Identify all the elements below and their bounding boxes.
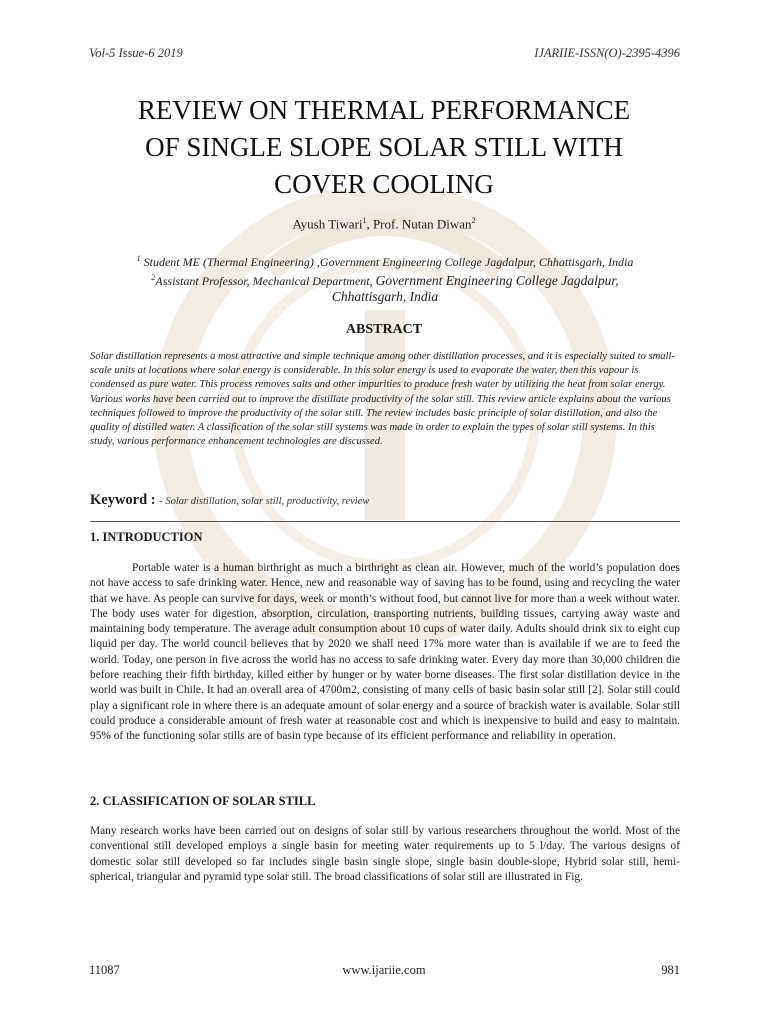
- affiliation-line: [90, 270, 680, 289]
- affiliation-text: Student ME (Thermal Engineering) ,Government Engineering College Jagdalpur, Chhattisgarh, India: [140, 255, 634, 269]
- abstract-text: Solar distillation represents a most attractive and simple technique among other distillation processes, and it is especially suited to small-scale units at locations where solar energy is considerable. In this solar energy is used to evaporate the water, then this vapour is condensed as pure water. This process removes salts and other impurities to produce fresh water by utilizing the heat from solar energy. Various works have been carried out to improve the distillate productivity of the solar still. This review article explains about the various techniques followed to improve the productivity of the solar still. The review includes basic principle of solar distillation, and also the quality of distilled water. A classification of the solar still systems was made in order to explain the types of solar still systems. In this study, various performance enhancement technologies are discussed.: [90, 351, 675, 448]
- footer-website: www.ijariie.com: [342, 963, 426, 977]
- affiliation-line: [90, 251, 680, 270]
- affiliation-line: Chhattisgarh, India: [331, 289, 439, 304]
- section-divider: [90, 521, 680, 522]
- affiliation-text: Government Engineering College Jagdalpur,: [375, 273, 619, 288]
- header-issn: IJARIIE-ISSN(O)-2395-4396: [534, 46, 680, 60]
- author-name: Prof. Nutan Diwan: [372, 216, 472, 232]
- author-affiliation-mark: 2: [471, 216, 476, 225]
- section-paragraph: Many research works have been carried out on designs of solar still by various researchers throughout the world. Most of the conventional still developed employs a single basin for meeting water requirements up to 5 l/day. The various designs of domestic solar still developed so far includes single basin single slope, single basin double-slope, Hybrid solar still, hemi-spherical, triangular and pyramid type solar still. The broad classifications of solar still are illustrated in Fig.: [90, 825, 680, 883]
- footer-paper-id: 11087: [89, 963, 120, 977]
- section-heading: 2. CLASSIFICATION OF SOLAR STILL: [90, 794, 316, 808]
- paper-title: [70, 92, 698, 203]
- footer-page-number: 981: [661, 963, 680, 977]
- abstract-heading: ABSTRACT: [345, 322, 423, 337]
- affiliation-mark: 2: [151, 273, 156, 282]
- keyword-label: Keyword :: [90, 492, 160, 508]
- section-paragraph: Portable water is a human birthright as much a birthright as clean air. However, much of the world’s population does not have access to safe drinking water. Hence, new and reasonable way of saving has to be found, using and recycling the water that we have. As people can survive for days, week or month’s without food, but cannot live for more than a week without water. The body uses water for digestion, absorption, circulation, transporting nutrients, building tissues, carrying away waste and maintaining body temperature. The average adult consumption about 10 cups of water daily. Adults should drink six to eight cup liquid per day. The world council believes that by 2020 we shall need 17% more water than is available if we are to feed the world. Today, one person in five across the world has no access to safe drinking water. Every day more than 30,000 children die before reaching their fifth birthday, killed either by hunger or by water borne diseases. The first solar distillation device in the world was built in Chile. It had an overall area of 4700m2, consisting of many cells of basic basin solar still [2]. Solar still could play a significant role in where there is an adequate amount of solar energy and a source of brackish water is available. Solar still could produce a considerable amount of fresh water at reasonable cost and which is inexpensive to build and easy to maintain. 95% of the functioning solar stills are of basin type because of its efficient performance and reliability in operation.: [90, 562, 680, 743]
- author-separator: ,: [366, 216, 373, 232]
- author-name: Ayush Tiwari: [292, 216, 363, 232]
- title-line: OF SINGLE SLOPE SOLAR STILL WITH: [145, 132, 623, 162]
- author-affiliation-mark: 1: [362, 216, 367, 225]
- title-line: REVIEW ON THERMAL PERFORMANCE: [137, 95, 631, 125]
- author-list: [0, 216, 768, 232]
- section-heading: 1. INTRODUCTION: [90, 530, 203, 544]
- keywords: [90, 492, 369, 509]
- title-line: COVER COOLING: [274, 169, 494, 199]
- affiliation-mark: 1: [136, 254, 141, 263]
- header-volume-issue: Vol-5 Issue-6 2019: [89, 46, 183, 60]
- affiliation-text: Assistant Professor, Mechanical Department,: [155, 274, 376, 288]
- affiliations: [90, 251, 680, 304]
- keyword-values: - Solar distillation, solar still, productivity, review: [159, 496, 370, 507]
